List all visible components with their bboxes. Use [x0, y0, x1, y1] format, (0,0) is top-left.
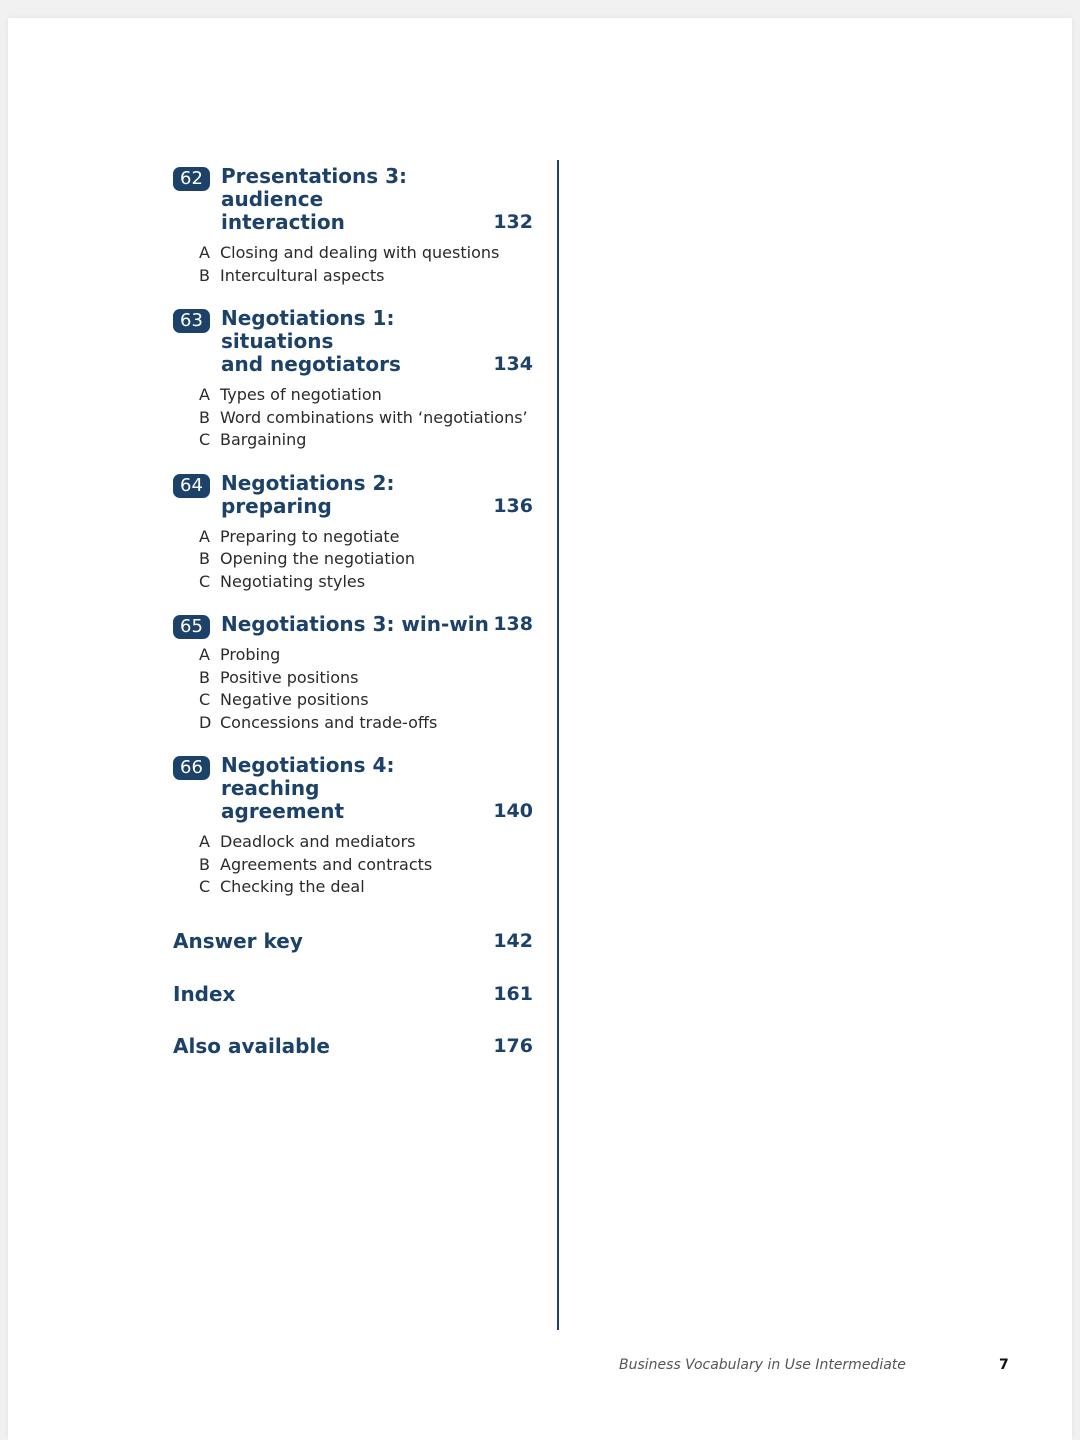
subsection-letter: A: [199, 243, 210, 262]
unit-title: Negotiations 2: preparing: [221, 470, 395, 518]
subsection-text: Agreements and contracts: [220, 854, 433, 874]
subsection-text: Preparing to negotiate: [220, 526, 400, 546]
subsection-letter: B: [199, 265, 210, 285]
subsection-letter: C: [199, 571, 211, 591]
subsection-list: [199, 831, 533, 899]
subsection-text: Intercultural aspects: [220, 265, 385, 285]
subsection-text: Types of negotiation: [220, 385, 382, 404]
unit-number-badge: 66: [173, 756, 210, 780]
subsection-text: Positive positions: [220, 667, 359, 687]
subsection-item[interactable]: [199, 384, 533, 407]
subsection-list: [199, 242, 533, 287]
toc-unit-64: [173, 472, 533, 594]
extra-page-number: 161: [493, 982, 533, 1005]
toc-answer-key[interactable]: [173, 929, 533, 953]
subsection-letter: C: [199, 690, 211, 709]
unit-number-badge: 65: [173, 615, 210, 639]
toc-also-available[interactable]: [173, 1034, 533, 1058]
subsection-text: Negative positions: [220, 690, 369, 709]
subsection-text: Checking the deal: [220, 877, 365, 896]
subsection-text: Bargaining: [220, 430, 307, 449]
toc-unit-65: [173, 613, 533, 734]
subsection-item[interactable]: [199, 831, 533, 854]
subsection-item[interactable]: [199, 667, 533, 690]
subsection-text: Opening the negotiation: [220, 549, 416, 568]
subsection-text: Deadlock and mediators: [220, 832, 416, 851]
unit-page-number: 140: [493, 800, 533, 822]
unit-title: Negotiations 3: win-win: [221, 612, 489, 636]
subsection-item[interactable]: [199, 548, 533, 571]
unit-number-badge: 64: [173, 474, 210, 498]
unit-page-number: 138: [493, 613, 533, 635]
extra-label: Also available: [173, 1033, 330, 1058]
unit-page-number: 136: [493, 494, 533, 517]
unit-title: Negotiations 4: reaching agreement: [221, 753, 395, 823]
unit-title: Negotiations 1: situations and negotiators: [221, 306, 401, 376]
subsection-letter: C: [199, 430, 211, 449]
subsection-letter: A: [199, 526, 210, 546]
unit-page-number: 134: [493, 353, 533, 375]
subsection-item[interactable]: [199, 407, 533, 430]
footer-book-title: Business Vocabulary in Use Intermediate: [619, 1357, 906, 1373]
subsection-item[interactable]: [199, 644, 533, 667]
subsection-list: [199, 644, 533, 734]
subsection-item[interactable]: [199, 526, 533, 549]
unit-heading[interactable]: [173, 472, 533, 518]
subsection-list: [199, 384, 533, 452]
table-of-contents: [173, 165, 533, 1058]
subsection-letter: A: [199, 832, 210, 851]
toc-index[interactable]: [173, 982, 533, 1006]
unit-page-number: 132: [493, 211, 533, 233]
subsection-list: [199, 526, 533, 594]
subsection-letter: A: [199, 645, 210, 664]
subsection-item[interactable]: [199, 712, 533, 735]
subsection-item[interactable]: [199, 854, 533, 877]
footer-page-number: 7: [999, 1357, 1009, 1373]
column-divider: [557, 160, 559, 1330]
subsection-item[interactable]: [199, 242, 533, 265]
subsection-text: Word combinations with ‘negotiations’: [220, 407, 528, 427]
subsection-text: Negotiating styles: [220, 571, 366, 591]
book-page: [8, 18, 1072, 1440]
toc-unit-62: [173, 165, 533, 287]
subsection-letter: B: [199, 407, 210, 427]
extra-page-number: 142: [493, 929, 533, 952]
subsection-letter: B: [199, 667, 210, 687]
extra-label: Answer key: [173, 928, 303, 953]
unit-heading[interactable]: [173, 613, 533, 636]
extra-page-number: 176: [493, 1034, 533, 1057]
unit-number-badge: 63: [173, 309, 210, 333]
subsection-letter: A: [199, 385, 210, 404]
subsection-item[interactable]: [199, 429, 533, 452]
subsection-item[interactable]: [199, 689, 533, 712]
subsection-text: Closing and dealing with questions: [220, 243, 500, 262]
subsection-letter: D: [199, 712, 212, 732]
unit-heading[interactable]: [173, 307, 533, 376]
toc-unit-63: [173, 307, 533, 452]
subsection-text: Concessions and trade-offs: [220, 712, 438, 732]
subsection-item[interactable]: [199, 876, 533, 899]
unit-number-badge: 62: [173, 167, 210, 191]
unit-title: Presentations 3: audience interaction: [221, 164, 408, 234]
unit-heading[interactable]: [173, 754, 533, 823]
unit-heading[interactable]: [173, 165, 533, 234]
subsection-letter: B: [199, 854, 210, 874]
subsection-letter: B: [199, 549, 210, 568]
subsection-item[interactable]: [199, 571, 533, 594]
subsection-letter: C: [199, 877, 211, 896]
subsection-text: Probing: [220, 645, 281, 664]
subsection-item[interactable]: [199, 265, 533, 288]
toc-unit-66: [173, 754, 533, 899]
extra-label: Index: [173, 981, 236, 1006]
